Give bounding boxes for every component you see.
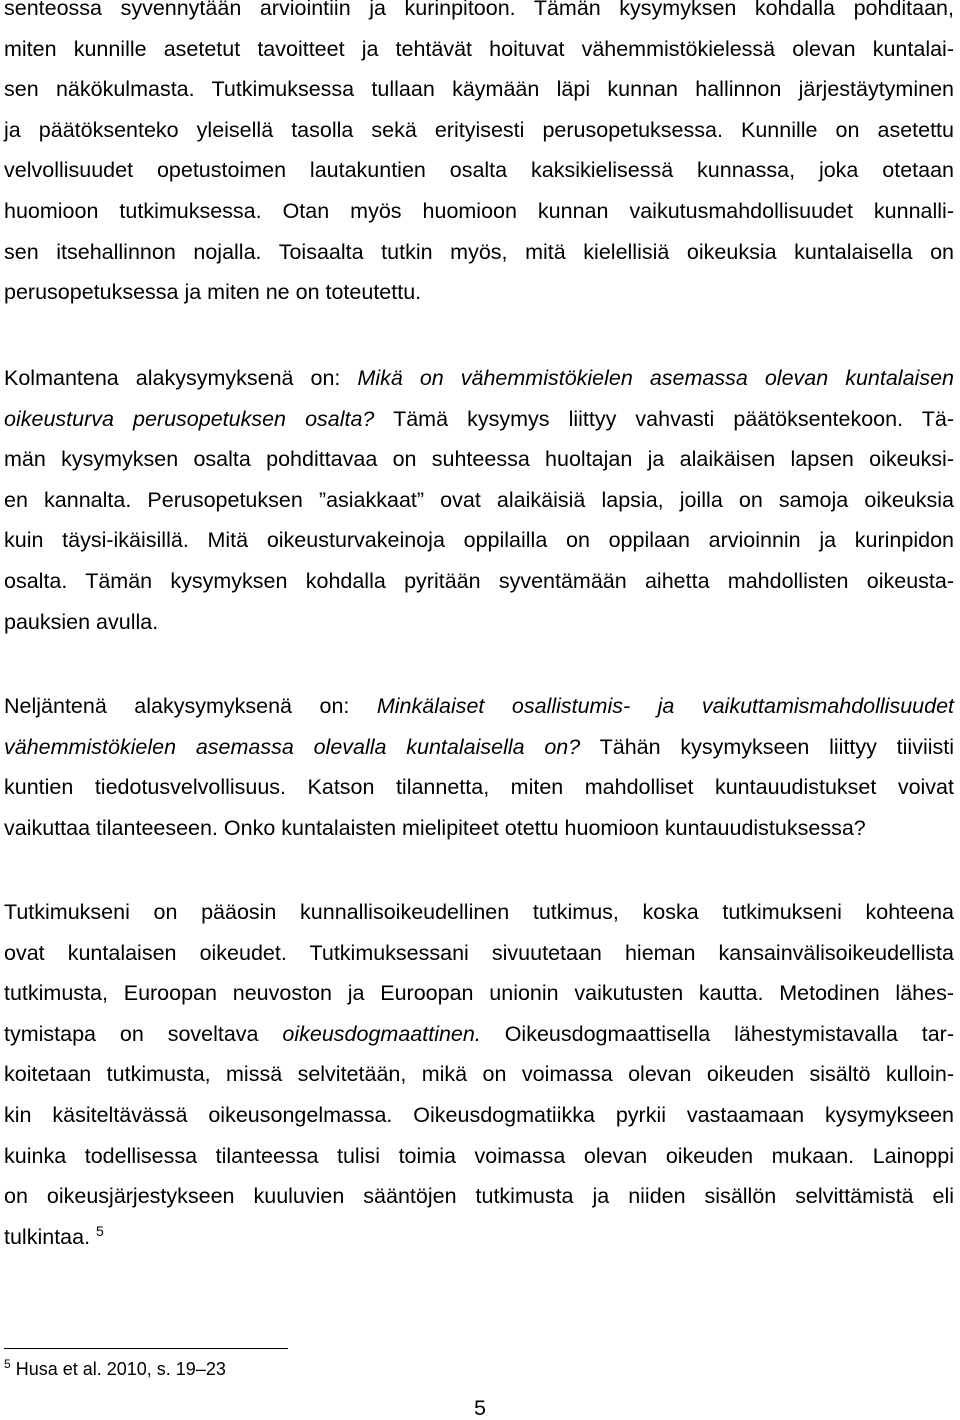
text-line: vaikuttaa tilanteeseen. Onko kuntalaisten mielipiteet otettu huomioon kuntauudistuksessa?: [4, 815, 866, 840]
paragraph-third-subquestion: [4, 358, 954, 642]
text-line: huomioon tutkimuksessa. Otan myös huomioon kunnan vaikutusmahdollisuudet kunnalli-: [4, 198, 954, 223]
text-line: kuin täysi-ikäisillä. Mitä oikeusturvakeinoja oppilailla on oppilaan arvioinnin ja kurinpidon: [4, 528, 954, 553]
text-line: [4, 727, 954, 768]
text-line: en kannalta. Perusopetuksen ”asiakkaat” ovat alaikäisiä lapsia, joilla on samoja oikeuksia: [4, 487, 954, 512]
text-line: pauksien avulla.: [4, 609, 159, 634]
paragraph-research-questions-intro: [4, 0, 954, 313]
text-line: ja päätöksenteko yleisellä tasolla sekä erityisesti perusopetuksessa. Kunnille on asetettu: [4, 117, 954, 142]
text-line: ovat kuntalaisen oikeudet. Tutkimuksessani sivuutetaan hieman kansainvälisoikeudellista: [4, 940, 954, 965]
method-italic: oikeusdogmaattinen.: [282, 1021, 481, 1046]
footnote-reference[interactable]: 5: [96, 1222, 104, 1239]
text-line: perusopetuksessa ja miten ne on toteutettu.: [4, 280, 422, 305]
text-line: [4, 1217, 954, 1258]
question-italic: oikeusturva perusopetuksen osalta?: [4, 406, 375, 431]
text-line: osalta. Tämän kysymyksen kohdalla pyritään syventämään aihetta mahdollisten oikeusta-: [4, 568, 954, 593]
text-line: kuntien tiedotusvelvollisuus. Katson tilannetta, miten mahdolliset kuntauudistukset voivat: [4, 775, 954, 800]
text-line: koitetaan tutkimusta, missä selvitetään, mikä on voimassa olevan oikeuden sisältö kulloin-: [4, 1062, 954, 1087]
text-run: Tämä kysymys liittyy vahvasti päätöksentekoon. Tä-: [374, 406, 954, 431]
text-line: Tutkimukseni on pääosin kunnallisoikeudellinen tutkimus, koska tutkimukseni kohteena: [4, 900, 954, 924]
question-italic: Mikä on vähemmistökielen asemassa olevan kuntalaisen: [357, 366, 954, 390]
page-number: 5: [474, 1396, 486, 1420]
text-run: Tähän kysymykseen liittyy tiiviisti: [580, 734, 955, 759]
paragraph-methodology: [4, 892, 954, 1257]
footnote-separator: [4, 1348, 288, 1349]
text-line: kuinka todellisessa tilanteessa tulisi toimia voimassa olevan oikeuden mukaan. Lainoppi: [4, 1143, 954, 1168]
text-run: tymistapa on soveltava: [4, 1021, 283, 1046]
text-line: kin käsiteltävässä oikeusongelmassa. Oikeusdogmatiikka pyrkii vastaamaan kysymykseen: [4, 1102, 954, 1127]
footnote-number: 5: [4, 1357, 11, 1371]
text-line: velvollisuudet opetustoimen lautakuntien osalta kaksikielisessä kunnassa, joka otetaan: [4, 158, 954, 183]
text-run: tulkintaa.: [4, 1224, 91, 1249]
paragraph-fourth-subquestion: [4, 686, 954, 848]
text-run: Neljäntenä alakysymyksenä on:: [4, 694, 377, 718]
text-line: män kysymyksen osalta pohdittavaa on suhteessa huoltajan ja alaikäisen lapsen oikeuksi-: [4, 447, 954, 472]
text-run: Kolmantena alakysymyksenä on:: [4, 366, 358, 390]
text-line: senteossa syvennytään arviointiin ja kurinpitoon. Tämän kysymyksen kohdalla pohditaan,: [4, 0, 954, 20]
question-italic: Minkälaiset osallistumis- ja vaikuttamismahdollisuudet: [376, 694, 955, 718]
text-line: on oikeusjärjestykseen kuuluvien sääntöjen tutkimusta ja niiden sisällön selvittämistä eli: [4, 1184, 954, 1209]
text-line: [4, 358, 954, 399]
footnote-text: Husa et al. 2010, s. 19–23: [15, 1359, 226, 1379]
text-line: miten kunnille asetetut tavoitteet ja tehtävät hoituvat vähemmistökielessä olevan kuntalai-: [4, 36, 954, 61]
text-line: sen näkökulmasta. Tutkimuksessa tullaan käymään läpi kunnan hallinnon järjestäytyminen: [4, 77, 954, 102]
text-line: [4, 686, 954, 727]
text-line: [4, 1014, 954, 1055]
text-line: tutkimusta, Euroopan neuvoston ja Euroopan unionin vaikutusten kautta. Metodinen lähes-: [4, 981, 954, 1006]
text-run: Oikeusdogmaattisella lähestymistavalla tar-: [480, 1021, 954, 1046]
text-line: sen itsehallinnon nojalla. Toisaalta tutkin myös, mitä kielellisiä oikeuksia kuntalaisella on: [4, 239, 954, 264]
question-italic: vähemmistökielen asemassa olevalla kuntalaisella on?: [4, 734, 581, 759]
footnote: [4, 1356, 226, 1382]
text-line: [4, 399, 954, 440]
